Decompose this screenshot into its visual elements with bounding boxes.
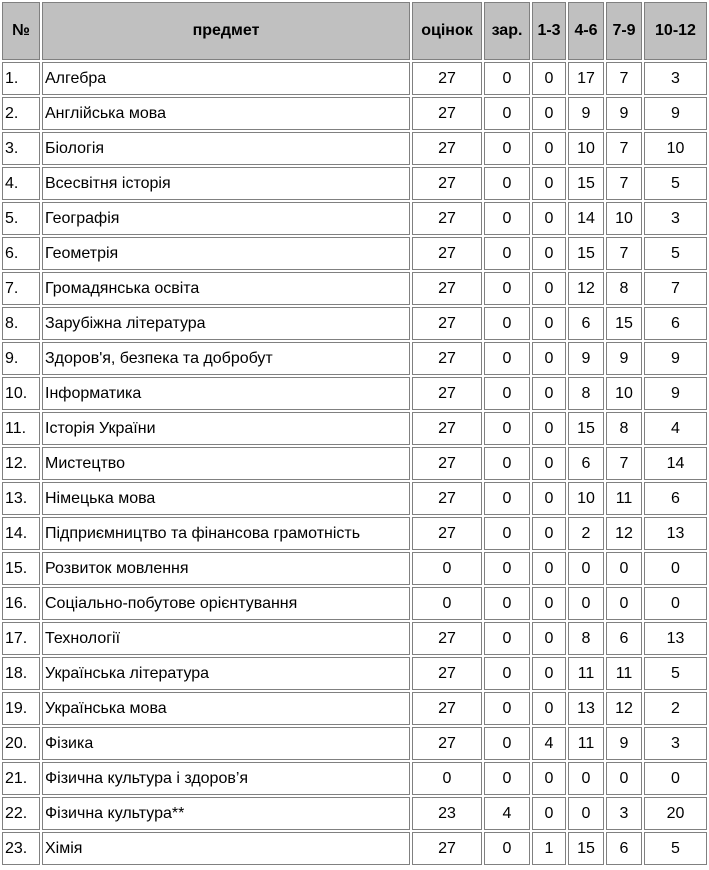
total-grades-cell: 0 <box>412 587 482 620</box>
grades-7-9-cell: 7 <box>606 62 642 95</box>
grades-4-6-cell: 14 <box>568 202 604 235</box>
credited-cell: 0 <box>484 482 530 515</box>
col-header-4-6: 4-6 <box>568 2 604 60</box>
subject-cell: Німецька мова <box>42 482 410 515</box>
grades-1-3-cell: 0 <box>532 587 566 620</box>
total-grades-cell: 0 <box>412 552 482 585</box>
table-row <box>2 237 707 270</box>
grades-10-12-cell: 13 <box>644 517 707 550</box>
grades-1-3-cell: 0 <box>532 762 566 795</box>
table-row <box>2 307 707 340</box>
credited-cell: 0 <box>484 447 530 480</box>
row-number-cell: 11. <box>2 412 40 445</box>
row-number-cell: 15. <box>2 552 40 585</box>
grades-4-6-cell: 15 <box>568 412 604 445</box>
table-body <box>2 62 707 865</box>
row-number-cell: 4. <box>2 167 40 200</box>
grades-1-3-cell: 0 <box>532 552 566 585</box>
grades-1-3-cell: 4 <box>532 727 566 760</box>
table-row <box>2 797 707 830</box>
grades-1-3-cell: 0 <box>532 132 566 165</box>
grades-4-6-cell: 8 <box>568 622 604 655</box>
grades-7-9-cell: 8 <box>606 272 642 305</box>
grades-4-6-cell: 13 <box>568 692 604 725</box>
credited-cell: 0 <box>484 412 530 445</box>
table-header <box>2 2 707 60</box>
total-grades-cell: 27 <box>412 517 482 550</box>
grades-4-6-cell: 0 <box>568 587 604 620</box>
col-header-1-3: 1-3 <box>532 2 566 60</box>
grades-1-3-cell: 0 <box>532 377 566 410</box>
table-row <box>2 97 707 130</box>
grades-4-6-cell: 9 <box>568 342 604 375</box>
subject-cell: Технології <box>42 622 410 655</box>
grades-4-6-cell: 0 <box>568 797 604 830</box>
subject-cell: Мистецтво <box>42 447 410 480</box>
credited-cell: 0 <box>484 342 530 375</box>
row-number-cell: 9. <box>2 342 40 375</box>
grades-1-3-cell: 0 <box>532 692 566 725</box>
subject-cell: Зарубіжна література <box>42 307 410 340</box>
grades-1-3-cell: 0 <box>532 447 566 480</box>
grades-1-3-cell: 0 <box>532 797 566 830</box>
total-grades-cell: 27 <box>412 657 482 690</box>
total-grades-cell: 27 <box>412 307 482 340</box>
row-number-cell: 19. <box>2 692 40 725</box>
grades-7-9-cell: 10 <box>606 202 642 235</box>
credited-cell: 0 <box>484 622 530 655</box>
row-number-cell: 20. <box>2 727 40 760</box>
total-grades-cell: 27 <box>412 62 482 95</box>
row-number-cell: 1. <box>2 62 40 95</box>
credited-cell: 0 <box>484 237 530 270</box>
grades-4-6-cell: 17 <box>568 62 604 95</box>
grades-7-9-cell: 7 <box>606 237 642 270</box>
total-grades-cell: 27 <box>412 622 482 655</box>
grades-7-9-cell: 0 <box>606 587 642 620</box>
total-grades-cell: 27 <box>412 727 482 760</box>
table-row <box>2 447 707 480</box>
grades-1-3-cell: 0 <box>532 272 566 305</box>
grades-7-9-cell: 7 <box>606 132 642 165</box>
grades-10-12-cell: 10 <box>644 132 707 165</box>
credited-cell: 0 <box>484 307 530 340</box>
table-row <box>2 132 707 165</box>
grades-4-6-cell: 6 <box>568 447 604 480</box>
table-row <box>2 342 707 375</box>
grades-4-6-cell: 11 <box>568 657 604 690</box>
grades-1-3-cell: 0 <box>532 167 566 200</box>
total-grades-cell: 0 <box>412 762 482 795</box>
total-grades-cell: 23 <box>412 797 482 830</box>
col-header-10-12: 10-12 <box>644 2 707 60</box>
grades-10-12-cell: 5 <box>644 237 707 270</box>
subject-cell: Інформатика <box>42 377 410 410</box>
grades-7-9-cell: 0 <box>606 762 642 795</box>
grades-7-9-cell: 8 <box>606 412 642 445</box>
grades-4-6-cell: 8 <box>568 377 604 410</box>
grades-4-6-cell: 12 <box>568 272 604 305</box>
credited-cell: 0 <box>484 272 530 305</box>
subject-cell: Здоров'я, безпека та добробут <box>42 342 410 375</box>
table-row <box>2 622 707 655</box>
grades-10-12-cell: 9 <box>644 97 707 130</box>
grades-1-3-cell: 0 <box>532 202 566 235</box>
total-grades-cell: 27 <box>412 237 482 270</box>
credited-cell: 0 <box>484 97 530 130</box>
table-row <box>2 167 707 200</box>
grades-1-3-cell: 0 <box>532 307 566 340</box>
grades-7-9-cell: 6 <box>606 622 642 655</box>
grades-7-9-cell: 10 <box>606 377 642 410</box>
grades-10-12-cell: 0 <box>644 552 707 585</box>
table-row <box>2 832 707 865</box>
row-number-cell: 12. <box>2 447 40 480</box>
subject-cell: Українська мова <box>42 692 410 725</box>
grades-10-12-cell: 5 <box>644 167 707 200</box>
credited-cell: 0 <box>484 167 530 200</box>
grades-4-6-cell: 11 <box>568 727 604 760</box>
grades-7-9-cell: 11 <box>606 482 642 515</box>
credited-cell: 0 <box>484 517 530 550</box>
row-number-cell: 21. <box>2 762 40 795</box>
grades-1-3-cell: 0 <box>532 517 566 550</box>
grades-7-9-cell: 12 <box>606 517 642 550</box>
row-number-cell: 16. <box>2 587 40 620</box>
row-number-cell: 14. <box>2 517 40 550</box>
row-number-cell: 2. <box>2 97 40 130</box>
grades-10-12-cell: 0 <box>644 587 707 620</box>
total-grades-cell: 27 <box>412 132 482 165</box>
grades-10-12-cell: 3 <box>644 62 707 95</box>
grades-4-6-cell: 15 <box>568 237 604 270</box>
grades-4-6-cell: 10 <box>568 132 604 165</box>
subject-cell: Алгебра <box>42 62 410 95</box>
grades-4-6-cell: 0 <box>568 762 604 795</box>
table-row <box>2 272 707 305</box>
row-number-cell: 23. <box>2 832 40 865</box>
table-row <box>2 517 707 550</box>
grades-1-3-cell: 0 <box>532 412 566 445</box>
table-row <box>2 727 707 760</box>
grades-7-9-cell: 9 <box>606 727 642 760</box>
grades-10-12-cell: 6 <box>644 482 707 515</box>
total-grades-cell: 27 <box>412 692 482 725</box>
total-grades-cell: 27 <box>412 377 482 410</box>
grades-4-6-cell: 2 <box>568 517 604 550</box>
row-number-cell: 13. <box>2 482 40 515</box>
grades-10-12-cell: 9 <box>644 342 707 375</box>
grades-7-9-cell: 3 <box>606 797 642 830</box>
grades-10-12-cell: 5 <box>644 832 707 865</box>
subject-cell: Фізична культура і здоров’я <box>42 762 410 795</box>
grades-7-9-cell: 7 <box>606 447 642 480</box>
table-row <box>2 202 707 235</box>
grades-7-9-cell: 9 <box>606 342 642 375</box>
total-grades-cell: 27 <box>412 412 482 445</box>
row-number-cell: 3. <box>2 132 40 165</box>
total-grades-cell: 27 <box>412 342 482 375</box>
grades-10-12-cell: 4 <box>644 412 707 445</box>
subject-cell: Історія України <box>42 412 410 445</box>
grades-1-3-cell: 0 <box>532 62 566 95</box>
col-header-credited: зар. <box>484 2 530 60</box>
table-row <box>2 692 707 725</box>
grades-10-12-cell: 2 <box>644 692 707 725</box>
grades-1-3-cell: 0 <box>532 97 566 130</box>
subject-cell: Розвиток мовлення <box>42 552 410 585</box>
grades-10-12-cell: 20 <box>644 797 707 830</box>
grades-4-6-cell: 15 <box>568 167 604 200</box>
subject-cell: Громадянська освіта <box>42 272 410 305</box>
subject-cell: Українська література <box>42 657 410 690</box>
grades-10-12-cell: 3 <box>644 727 707 760</box>
col-header-total: оцінок <box>412 2 482 60</box>
row-number-cell: 6. <box>2 237 40 270</box>
subject-cell: Хімія <box>42 832 410 865</box>
credited-cell: 0 <box>484 552 530 585</box>
grades-7-9-cell: 0 <box>606 552 642 585</box>
row-number-cell: 8. <box>2 307 40 340</box>
total-grades-cell: 27 <box>412 97 482 130</box>
grades-7-9-cell: 6 <box>606 832 642 865</box>
grades-7-9-cell: 12 <box>606 692 642 725</box>
subject-cell: Всесвітня історія <box>42 167 410 200</box>
credited-cell: 0 <box>484 832 530 865</box>
total-grades-cell: 27 <box>412 272 482 305</box>
row-number-cell: 7. <box>2 272 40 305</box>
credited-cell: 0 <box>484 762 530 795</box>
credited-cell: 0 <box>484 727 530 760</box>
subject-cell: Фізика <box>42 727 410 760</box>
subject-cell: Підприємництво та фінансова грамотність <box>42 517 410 550</box>
header-row <box>2 2 707 60</box>
table-row <box>2 762 707 795</box>
subject-cell: Геометрія <box>42 237 410 270</box>
grades-4-6-cell: 0 <box>568 552 604 585</box>
credited-cell: 0 <box>484 202 530 235</box>
grades-1-3-cell: 0 <box>532 622 566 655</box>
credited-cell: 0 <box>484 377 530 410</box>
row-number-cell: 5. <box>2 202 40 235</box>
table-row <box>2 552 707 585</box>
total-grades-cell: 27 <box>412 202 482 235</box>
credited-cell: 4 <box>484 797 530 830</box>
grades-1-3-cell: 0 <box>532 342 566 375</box>
table-row <box>2 62 707 95</box>
grades-10-12-cell: 6 <box>644 307 707 340</box>
subject-cell: Соціально-побутове орієнтування <box>42 587 410 620</box>
credited-cell: 0 <box>484 62 530 95</box>
row-number-cell: 22. <box>2 797 40 830</box>
grades-4-6-cell: 9 <box>568 97 604 130</box>
credited-cell: 0 <box>484 692 530 725</box>
grades-4-6-cell: 15 <box>568 832 604 865</box>
grades-1-3-cell: 0 <box>532 237 566 270</box>
col-header-7-9: 7-9 <box>606 2 642 60</box>
grades-4-6-cell: 6 <box>568 307 604 340</box>
total-grades-cell: 27 <box>412 482 482 515</box>
row-number-cell: 10. <box>2 377 40 410</box>
subject-cell: Географія <box>42 202 410 235</box>
table-row <box>2 482 707 515</box>
grades-7-9-cell: 9 <box>606 97 642 130</box>
grades-7-9-cell: 7 <box>606 167 642 200</box>
grades-10-12-cell: 5 <box>644 657 707 690</box>
grades-1-3-cell: 0 <box>532 657 566 690</box>
subject-cell: Біологія <box>42 132 410 165</box>
credited-cell: 0 <box>484 657 530 690</box>
col-header-number: № <box>2 2 40 60</box>
grades-1-3-cell: 0 <box>532 482 566 515</box>
grades-4-6-cell: 10 <box>568 482 604 515</box>
table-row <box>2 377 707 410</box>
credited-cell: 0 <box>484 587 530 620</box>
grades-10-12-cell: 0 <box>644 762 707 795</box>
total-grades-cell: 27 <box>412 832 482 865</box>
grades-10-12-cell: 7 <box>644 272 707 305</box>
grades-10-12-cell: 13 <box>644 622 707 655</box>
grades-10-12-cell: 3 <box>644 202 707 235</box>
total-grades-cell: 27 <box>412 447 482 480</box>
table-row <box>2 657 707 690</box>
subject-cell: Фізична культура** <box>42 797 410 830</box>
grades-10-12-cell: 9 <box>644 377 707 410</box>
grades-7-9-cell: 11 <box>606 657 642 690</box>
row-number-cell: 17. <box>2 622 40 655</box>
subject-cell: Англійська мова <box>42 97 410 130</box>
credited-cell: 0 <box>484 132 530 165</box>
table-row <box>2 587 707 620</box>
row-number-cell: 18. <box>2 657 40 690</box>
grades-1-3-cell: 1 <box>532 832 566 865</box>
grades-7-9-cell: 15 <box>606 307 642 340</box>
col-header-subject: предмет <box>42 2 410 60</box>
total-grades-cell: 27 <box>412 167 482 200</box>
table-row <box>2 412 707 445</box>
grades-10-12-cell: 14 <box>644 447 707 480</box>
